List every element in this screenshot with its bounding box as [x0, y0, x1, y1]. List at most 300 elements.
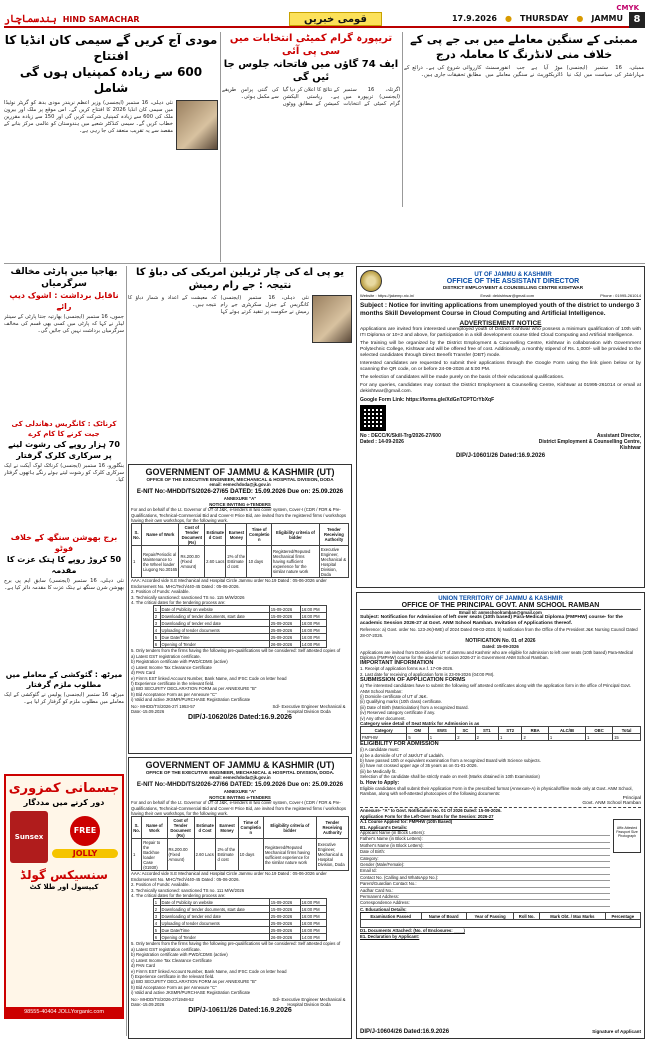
header3: DISTRICT EMPLOYMENT & COUNSELLING CENTRE KISHTWAR	[442, 285, 584, 290]
headline-1: مودی آج کریں گے سیمی کان انڈیا کا افتتاح	[4, 33, 218, 63]
nit: E-NIT No:-MHDD/TS/2026-27/66 DATED: 15.09.2026 Due on: 25.09.2026	[136, 781, 344, 789]
headline-1: تریپورہ گرام کمیٹی انتخابات میں سی پی آئی	[229, 33, 393, 57]
schedule-cell: 16:00 PM	[300, 627, 327, 634]
ad-brand: سنسیکس گولڈ	[20, 868, 108, 882]
e1: E1. Declaration by Applicant:	[360, 933, 420, 939]
story-mumbai	[404, 32, 644, 207]
table-cell: Rs.200.00 (Fixed Amount)	[167, 839, 194, 871]
intro: Applications are invited from Domiciles of UT of Jammu and Kashmir who are eligible for admission to left over seats (10th based) Para-Medical Diploma (FMPHW) course for the academic session 2026-27 in Government ANM School Ramban.	[360, 649, 634, 661]
header1: UNION TERRITORY OF JAMMU & KASHMIR	[438, 596, 563, 602]
section-tag: قومی خبریں	[289, 12, 382, 26]
table-cell: 1	[132, 546, 142, 578]
headline: یو پی اے کی چار ٹریلین امریکی کی دباؤ کا نتیجہ : جے رام رمیش	[136, 267, 344, 291]
ref-date: Dated : 14-09-2026	[360, 439, 404, 445]
applicant-signature: Signature of Applicant	[592, 1029, 641, 1034]
para-3: Interested candidates are requested to submit their applications through the Google Form using the link given below or by scanning the QR code, on or before 24-09-2026 at 5:00 PM.	[360, 361, 641, 372]
form-field[interactable]: Gender (Male/Female):	[360, 862, 610, 868]
office-title: OFFICE OF THE EXECUTIVE ENGINEER, MECHANICAL & HOSPITAL DIVISION, DODA.	[145, 770, 335, 775]
seat-header-cell: ST1	[475, 727, 498, 734]
seat-header-cell: RBA	[522, 727, 548, 734]
schedule-cell: Downloading of tender end date	[160, 620, 269, 627]
email: email: eemechdoda@jk.gov.in	[209, 775, 271, 780]
course-applied: A.1 Course Applied for: FMPHW (10th Based)	[360, 819, 453, 825]
schedule-cell: 16:00 PM	[300, 634, 327, 641]
seat-cell: 15	[613, 734, 641, 741]
seat-cell: 1	[428, 734, 456, 741]
nit: E-NIT No:-MHDD/TS/2026-27/65 DATED: 15.09.2026 Due on: 25.09.2026	[136, 488, 344, 496]
dip-no: DIP/J-10620/26 Dated:16.9.2026	[188, 714, 292, 722]
form-field[interactable]: Date of Birth:	[360, 849, 610, 855]
note: 5. Only tenders from the firms having the following pre-qualifications will be considered: Self attested copies of	[131, 648, 341, 654]
page-header	[4, 12, 645, 28]
schedule-cell: Uploading of tender documents	[160, 627, 269, 634]
annexure: ANNEXURE "A"	[223, 789, 257, 795]
city: JAMMU	[591, 14, 623, 23]
important: IMPORTANT INFORMATION	[360, 660, 434, 667]
body: ممبئی، 16 ستمبر (ایجنسی) مہاراشٹر کی سیاست میں ایک نیا موڑ آیا ہے جب انفورسمنٹ ڈائریکٹوریٹ نے سنگین معاملے میں کارروائی شروع کی ہے۔ ذرائع کے مطابق تحقیقات جاری ہیں۔	[404, 65, 644, 78]
table-header-cell: Name of Work	[142, 817, 167, 839]
table-cell: Registered/Reputed Mechanical firms having sufficient experience for the similar nature work	[263, 839, 316, 871]
eligibility-item: (i) A candidate must:	[360, 747, 399, 753]
doc-item: b) Registration certificate with PWD/CDMS (active)	[131, 952, 228, 958]
education-header-cell: Name of Board	[421, 913, 466, 920]
schedule-cell: 16:00 PM	[300, 606, 327, 613]
body: بنگلورو، 16 ستمبر (ایجنسی) کرناٹک لوک آیکت نے ایک سرکاری کلرک کو رشوت لیتے ہوئے رنگے ہاتھوں گرفتار کیا۔	[4, 463, 124, 483]
header2: OFFICE OF THE PRINCIPAL GOVT. ANM SCHOOL RAMBAN	[360, 602, 641, 610]
table-cell: 10 days	[247, 546, 272, 578]
schedule-cell: 16:00 PM	[300, 927, 327, 934]
table-header-cell: Tender Receiving Authority	[319, 524, 348, 546]
d1: D1. Documents Attached: (No. of Enclosures: ____)	[360, 928, 465, 934]
headline-2: 70 ہزار روپے کی رشوت لینے پر سرکاری کلرک گرفتار	[8, 440, 120, 460]
headline: میرٹھ : گئوکشی کے معاملے میں مطلوب ملزم گرفتار	[5, 670, 123, 689]
doc-item: a) Latest GST registration certificate.	[131, 946, 201, 952]
schedule-row	[153, 613, 326, 620]
schedule-cell: 25-09-2026	[269, 927, 300, 934]
tender-notice-2	[128, 757, 352, 1039]
position: 2. Position of Funds: Available.	[131, 882, 190, 888]
header1: UT OF JAMMU & KASHMIR	[474, 272, 552, 278]
education-header-cell: Mark Obt. / Max Marks	[540, 913, 605, 920]
schedule-row	[153, 606, 326, 613]
annexure: ANNEXURE "A"	[223, 496, 257, 502]
education-header-cell: Examination Passed	[361, 913, 422, 920]
table-header-cell: Estimate d Cost	[194, 817, 216, 839]
seat-header-cell: OM	[407, 727, 428, 734]
category-title: Category wise detail of Seat Matrix for Admission is as	[360, 721, 480, 727]
ref-no: No:- MHDD/TS/2026-27/1948-52	[131, 996, 194, 1002]
date: 17.9.2026	[451, 14, 497, 23]
schedule-cell: 25-09-2026	[269, 913, 300, 920]
seat-header-cell: OBC	[586, 727, 613, 734]
brand-latin: HIND SAMACHAR	[62, 14, 140, 24]
schedule-cell: 16:00 PM	[300, 620, 327, 627]
schedule-cell: 4	[153, 920, 160, 927]
body: اگرتلہ، 16 ستمبر (ایجنسی) تریپورہ میں گرام کمیٹی کے انتخابات کے نتائج کا اعلان کر دیا گیا ہے۔ ریاستی الیکشن کمیشن کے مطابق ووٹوں کی گنتی پرامن طریقے سے مکمل ہوئی۔	[222, 87, 400, 107]
c1: C. Educational Details:	[360, 906, 407, 912]
seat-cell: 2	[522, 734, 548, 741]
headline-1: برج بھوشن سنگھ کے خلاف فوٹو	[10, 533, 118, 553]
para-2: The training will be organized by the District Employment & Counselling Centre, Kishtwar in collaboration with Government Polytechnic College, Kishtwar and will be offered free of cost. Additionally, a monthly stipend of Rs. 1,000/- will be provided to the selected candidates through Direct Benefit Transfer (DBT) mode.	[360, 341, 641, 358]
seat-cell: 1	[548, 734, 585, 741]
row-rule	[4, 263, 645, 264]
tech: 3. Technically sanctioned: sanctioned TS no. 111 M/W/2026	[131, 887, 245, 893]
form-field[interactable]: Category:	[360, 856, 610, 862]
ad-contact: 98555-40404 JOLLYorganic.com	[6, 1007, 122, 1017]
dip-no: DIP/J-10604/26 Dated:16.9.2026	[360, 1029, 450, 1035]
date-line	[452, 14, 623, 23]
schedule-cell: 25-09-2026	[269, 920, 300, 927]
eligibility-list	[360, 747, 641, 779]
header2: OFFICE OF THE ASSISTANT DIRECTOR	[446, 278, 580, 285]
sign-1: Assistant Director,	[596, 433, 641, 439]
form-field[interactable]: Permanent Address:	[360, 894, 610, 900]
schedule-cell: 15-09-2026	[269, 899, 300, 906]
schedule-table	[153, 605, 327, 648]
story-meerut	[4, 670, 124, 770]
dip-no: DIP/J-10611/26 Dated:16.9.2026	[188, 1007, 292, 1015]
schedule-cell: Downloading of tender documents, start date	[160, 906, 269, 913]
schedule-cell: 5	[153, 634, 160, 641]
email: Email Id: anmschoolramban@gmail.com	[459, 610, 542, 615]
headline-2: 50 کروڑ روپے کا ہتک عزت کا مقدمہ	[6, 555, 122, 575]
reference: Reference: a) Govt. order No. 123-JK(HME) of 2024 Dated 08-03-2024. b) Notification from the Office of the President J&K Nursing Council Dated 28-07-2026.	[360, 627, 638, 638]
doc-item: e) Firm's EST linked Account Number, Bank Name, and IFSC Code on letter head	[131, 675, 287, 681]
headline-2: 600 سے زیادہ کمپنیاں ہوں گی شامل	[19, 65, 203, 95]
doc-item: h) Bid Acceptance Form as per Annexure "C"	[131, 691, 217, 697]
table-header-cell: Time of Completio n	[247, 524, 272, 546]
seat-header-cell: Category	[361, 727, 407, 734]
schedule-cell: 2	[153, 906, 160, 913]
app-form-title: Application Form for the Left-Over Seats for the Session: 2026-27	[360, 813, 494, 819]
schedule-title: 4. The critical dates for the tendering process are:	[131, 600, 226, 606]
work-table	[131, 816, 349, 871]
doc-item: i) Valid and active JKSMR/PURCHASE Registration Certificate	[131, 990, 251, 996]
schedule-cell: 6	[153, 641, 160, 648]
headline-1: کرناٹک : کانگریس دھاندلی کی جیت کرنے کا کام کرے	[11, 420, 117, 438]
notice-ramban	[356, 592, 645, 1039]
subject: Subject : Notice for inviting applications from unemployed youth of the district to undergo 3 months Skill Development Course in Cloud Computing and Artificial Intelligence.	[360, 302, 640, 317]
ref-date: Date:-15.09.2026	[131, 1001, 165, 1007]
story-karnataka	[4, 419, 124, 529]
ad-tagline: کیپسول اور طلا کٹ	[29, 883, 99, 891]
ad-title: جسمانی کمزوری	[8, 781, 120, 796]
signature: Sd/- Executive Engineer Mechanical & Hospital Division Doda	[272, 703, 346, 714]
jolly-logo: JOLLY	[52, 849, 118, 858]
para-4: The selection of candidates will be made purely on the basis of their educational qualifications.	[360, 375, 565, 380]
form-field[interactable]: Applicant Name (in Block Letters):	[360, 830, 610, 836]
headline: ممبئی کے سنگین معاملے میں بی جے پی کے خلاف منی لانڈرنگ کا معاملہ درج	[410, 33, 638, 61]
email: Email: dekishtwar@gmail.com	[480, 293, 535, 298]
seat-header-cell: ALC/IB	[548, 727, 585, 734]
table-cell: 2.60 Lacs	[205, 546, 226, 578]
schedule-cell: 16:00 PM	[300, 613, 327, 620]
schedule-row	[153, 920, 326, 927]
schedule-row	[153, 906, 326, 913]
body: نئی دہلی، 16 ستمبر (ایجنسی) وزیر اعظم نریندر مودی بدھ کو گریٹر نوئیڈا میں سیمی کان انڈیا 2026 کا افتتاح کریں گے۔ اس موقع پر ملک اور بیرون ملک کی 600 سے زیادہ کمپنیاں شرکت کریں گی اور 150 سے زیادہ مقررین خطاب کریں گے۔ سیمی کنڈکٹر شعبے میں ہندوستان کو عالمی مرکز بنانے کے مقصد سے یہ تقریب منعقد کی جا رہی ہے۔	[4, 100, 174, 134]
intro: For and on behalf of the Lt. Governor of UT of J&K, e-tenders in two cover system, Cover-I (CDR / FDR & Pre-Qualifications, Technical-Commercial Bid and Cover-II Price Bid, are invited from the registered firms / workshops having their own workshops, for the following work.	[131, 507, 347, 524]
doc-item: g) BID SECURITY DECLARATION FORM as per ANNEXURE "B"	[131, 686, 257, 692]
submission: SUBMISSION OF APPLICATION FORMS	[360, 677, 466, 684]
ad-sunsex	[4, 774, 124, 1019]
submission-1: a) The interested candidates have to submit the following self attested certificates along with the application form in the office of Principal Govt. ANM School Ramban:	[360, 683, 631, 694]
work-table	[131, 523, 349, 578]
schedule-cell: 5	[153, 927, 160, 934]
table-cell: Executive Engineer, Mechanical & Hospital Division, Doda	[316, 839, 348, 871]
story-upa	[128, 266, 352, 461]
ref-no: No:- MHDD/TS/2026-27/ 1953-57	[131, 703, 196, 709]
qr-code-icon[interactable]	[360, 405, 386, 431]
schedule-cell: Uploading of tender documents	[160, 920, 269, 927]
seat-cell: 5	[407, 734, 428, 741]
seat-header-cell: ST2	[499, 727, 522, 734]
table-header-cell: Earnest Money	[226, 524, 247, 546]
page-number: 8	[629, 12, 645, 28]
emblem-icon	[360, 270, 382, 292]
table-header-cell: Cost of Tender Document (Rs)	[167, 817, 194, 839]
subject: Subject: Notification for Admission of left over seats (10th based) Para-Medical Diploma (FMPHW) course- for the academic Session 2026-27 at Govt. ANM School Ramban. Invitation of Applications thereof.	[360, 615, 623, 627]
table-header-cell: Tender Receiving Authority	[316, 817, 348, 839]
schedule-cell: 16:00 PM	[300, 920, 327, 927]
doc-item: b) Registration certificate with PWD/CDMS (active)	[131, 659, 228, 665]
schedule-row	[153, 927, 326, 934]
submission-item: (iii) Date of Birth (Matriculation) from a recognized Board.	[360, 704, 469, 710]
table-header-cell: S. No.	[132, 817, 142, 839]
story-modi	[4, 32, 218, 262]
ad-notice: ADVERTISEMENT NOTICE	[459, 320, 542, 327]
schedule-cell: 26-09-2026	[269, 641, 300, 648]
column-rule	[402, 32, 403, 207]
story-bjp	[4, 266, 124, 416]
signature: Sd/- Executive Engineer Mechanical & Hospital Division Doda	[272, 996, 346, 1007]
headline-1: بھاجپا میں پارٹی مخالف سرگرمیاں	[10, 267, 118, 289]
schedule-cell: Due Date/Time	[160, 927, 269, 934]
how-title: b. How to Apply:	[360, 779, 400, 786]
cmyk-mark: CMYK	[616, 4, 639, 12]
schedule-row	[153, 641, 326, 648]
tech: 3. Technically sanctioned: sanctioned TS no. 115 M/W/2026	[131, 594, 245, 600]
schedule-cell: Downloading of tender end date	[160, 913, 269, 920]
para-1: Applications are invited from interested unemployed youth of District Kishtwar who possess a minimum qualification of 10th with ITI Diploma or 10+2 and above, for participation in a skill development course titled Cloud Computing and Artificial Intelligence.	[360, 327, 641, 338]
schedule-cell: Downloading of tender documents, start date	[160, 613, 269, 620]
notif-no: NOTIFICATION No. 01 of 2026	[465, 638, 536, 645]
table-header-cell: Earnest Money	[216, 817, 238, 839]
annexure: Annexure- "A" to Govt. Notification No. 01 Of 2026 Dated: 15-09-2026.	[360, 808, 502, 814]
notif-date: Dated: 15-09-2026	[482, 644, 519, 650]
submission-item: (i) Domicile certificate of UT of J&K.	[360, 694, 428, 700]
form-field[interactable]: Mother's Name (in Block Letters):	[360, 843, 610, 849]
education-table	[360, 912, 641, 928]
submission-list	[360, 694, 641, 721]
headline-2: ناقابل برداشت : اشوک دیپ رائے	[9, 291, 119, 311]
note: 5. Only tenders from the firms having the following pre-qualifications will be considered: Self attested copies of	[131, 941, 341, 947]
schedule-cell: 16:00 PM	[300, 899, 327, 906]
intro: For and on behalf of the Lt. Governor of UT of J&K, e-tenders in two cover system, Cover-I (CDR / FDR & Pre-Qualifications, Technical-Commercial Bid and Cover-II Price Bid, are invited from the registered firms / workshops having their own workshops, for the following work.	[131, 800, 347, 817]
column-rule	[126, 266, 127, 1036]
tender-notice-1	[128, 464, 352, 754]
schedule-cell: Date of Publicity on website	[160, 606, 269, 613]
table-header-cell: Cost of Tender Document (Rs)	[179, 524, 205, 546]
doc-item: h) Bid Acceptance Form as per Annexure "C"	[131, 984, 217, 990]
seat-header-cell: SC	[456, 727, 475, 734]
photo-box[interactable]: Affix Attested Passport Size Photograph	[613, 819, 641, 853]
seat-header-cell: EWS	[428, 727, 456, 734]
schedule-row	[153, 627, 326, 634]
info-1: 1. Receipt of application forms w.e.f. 17-09-2026.	[360, 666, 454, 672]
seat-cell: FMPHW	[361, 734, 407, 741]
day: THURSDAY	[519, 14, 569, 23]
govt-title: GOVERNMENT OF JAMMU & KASHMIR (UT)	[145, 467, 335, 477]
table-header-cell: Eligibility criteria of bidder	[263, 817, 316, 839]
headline-2: ایف 74 گاؤں میں فاتحانہ جلوس جا ئیں گی	[223, 59, 399, 83]
phone: Phone : 01995-261014	[600, 293, 641, 298]
eligibility-item: b) have passed 10th or equivalent examination from a recognized Board with Science subjects.	[360, 757, 541, 763]
dot-icon: ●	[576, 14, 584, 23]
table-header-cell: Name of Work	[142, 524, 179, 546]
doc-item: i) Valid and active JKSMR/PURCHASE Registration Certificate	[131, 697, 251, 703]
body: نئی دہلی، 16 ستمبر (ایجنسی) کانگریس کے جنرل سکریٹری جے رام رمیش نے حکومت پر تنقید کرتے ہوئے کہا کہ معیشت کے اعداد و شمار دباؤ کا نتیجہ ہیں۔	[128, 295, 309, 315]
body: جموں، 16 ستمبر (ایجنسی) بھارتیہ جنتا پارٹی کے سینئر لیڈر نے کہا کہ پارٹی میں کسی بھی قسم کی مخالف سرگرمیاں برداشت نہیں کی جائیں گی۔	[4, 314, 124, 334]
table-cell: 1	[132, 839, 142, 871]
notice-title: NOTICE INVITING e-TENDERS	[209, 501, 271, 507]
doc-item: c) Latest Income Tax Clearance Certificate	[131, 664, 212, 670]
seat-cell: 2	[456, 734, 475, 741]
schedule-title: 4. The critical dates for the tendering process are:	[131, 893, 226, 899]
seat-cell: 1	[499, 734, 522, 741]
doc-item: f) Experience certificate in the relevant field.	[131, 973, 215, 979]
website: Website : https://jakemp.nic.in/	[360, 293, 415, 298]
jairam-photo	[312, 295, 352, 343]
doc-item: d) PAN Card	[131, 670, 156, 676]
schedule-row	[153, 634, 326, 641]
schedule-cell: 16:00 PM	[300, 913, 327, 920]
form-field[interactable]: Father's Name (in Block Letters):	[360, 836, 610, 842]
sign-3: Kishtwar	[619, 445, 641, 451]
table-cell: Rs.200.00 (Fixed Amount)	[179, 546, 205, 578]
eligibility-item: a) be a domicile of UT of J&K/UT of Ladakh.	[360, 752, 444, 758]
schedule-cell: 25-09-2026	[269, 627, 300, 634]
table-cell: Repair to the Backhoe loader Case (01930)	[142, 839, 167, 871]
form-field[interactable]: Correspondence Address:	[360, 900, 610, 906]
aaa: AAA: Accorded vide S.E Mechanical and Hospital Circle Jammu order No.19 Dated : 05-06-2026 under Endorsement No. MHC/Tech/440-45 Dated : 05-06-2026.	[131, 578, 327, 589]
schedule-cell: 14:00 PM	[300, 641, 327, 648]
schedule-cell: 14:00 PM	[300, 934, 327, 941]
schedule-cell: Opening of Tender	[160, 934, 269, 941]
schedule-row	[153, 913, 326, 920]
seat-matrix	[360, 726, 641, 741]
form-fields	[360, 830, 610, 907]
doc-item: a) Latest GST registration certificate.	[131, 653, 201, 659]
schedule-row	[153, 934, 326, 941]
seat-cell: 1	[586, 734, 613, 741]
docs-list	[131, 654, 349, 703]
schedule-cell: Opening of Tender	[160, 641, 269, 648]
table-header-cell: Time of Completio n	[238, 817, 263, 839]
table-header-cell: Estimate d Cost	[205, 524, 226, 546]
newspaper-page	[4, 4, 645, 1039]
submission-item: (v) Any other document.	[360, 715, 406, 721]
dip-no: DIP/J-10601/26 Dated:16.9.2026	[455, 453, 546, 459]
schedule-cell: 6	[153, 934, 160, 941]
submission-item: (ii) Qualifying marks (10th class) certificate.	[360, 699, 443, 705]
aaa: AAA: Accorded vide S.E Mechanical and Hospital Circle Jammu order No.19 Dated : 05-06-2026 under Endorsement No. MHC/Tech/440-45 Dated : 05-06-2026.	[131, 871, 327, 882]
doc-item: d) PAN Card	[131, 963, 156, 969]
para-5: For any queries, candidates may contact the District Employment & Counselling Centre, Kishtwar at 01995-261014 or email at dekishtwar@gmail.com.	[360, 383, 641, 394]
table-cell: 2.60 Lacs	[194, 839, 216, 871]
notice-kishtwar	[356, 266, 645, 588]
ref-date: Date:-15.09.2026	[131, 708, 165, 714]
education-header-cell: Year of Passing	[466, 913, 513, 920]
body: نئی دہلی، 16 ستمبر (ایجنسی) سابق ایم پی برج بھوشن شرن سنگھ نے ہتک عزت کا مقدمہ دائر کیا ہے۔	[4, 578, 124, 591]
dot-icon: ●	[505, 14, 512, 23]
ref-no: No : DECC/K/Skill-Trg/2026-27/600	[360, 433, 441, 439]
table-header-cell: Eligibility criteria of bidder	[272, 524, 320, 546]
education-header-cell: Percentage	[605, 913, 640, 920]
form-field[interactable]: Aadhar Card No.:	[360, 888, 610, 894]
schedule-cell: 15-09-2026	[269, 906, 300, 913]
form-field[interactable]: Contact No. (Calling and WhatsApp No.):	[360, 875, 610, 881]
schedule-cell: 3	[153, 620, 160, 627]
table-cell: 2% of the Estimate d cost	[216, 839, 238, 871]
google-form-link[interactable]: Google Form Link: https://forms.gle/XdGnTCPTCrYbXqF	[360, 397, 495, 403]
submission-item: (iv) Reserved category certificate if any.	[360, 710, 436, 716]
product-box: Sunsex	[10, 811, 48, 863]
eligibility: ELIGIBILITY FOR ADMISSION	[360, 741, 439, 748]
docs-list	[131, 947, 349, 996]
eligibility-item: Selection of the candidate shall be strictly made on merit (Marks obtained in 10th Examination)	[360, 774, 540, 780]
schedule-cell: 2	[153, 613, 160, 620]
form-field[interactable]: Parent/Guardian Contact No.:	[360, 881, 610, 887]
doc-item: e) Firm's EST linked Account Number, Bank Name, and IFSC Code on letter head	[131, 968, 287, 974]
schedule-cell: 15-09-2026	[269, 613, 300, 620]
doc-item: c) Latest Income Tax Clearance Certificate	[131, 957, 212, 963]
ad-subtitle: دور کرنے میں مددگار	[23, 798, 105, 807]
school: Govt. ANM School Ramban	[582, 801, 641, 807]
schedule-table	[153, 898, 327, 941]
info-2: 2. Last date for receiving of application form is 23-09-2026 (04:00 PM).	[360, 671, 495, 677]
table-cell: Executive Engineer, Mechanical & Hospital Division, Doda	[319, 546, 348, 578]
schedule-cell: 15-09-2026	[269, 606, 300, 613]
schedule-row	[153, 620, 326, 627]
body: میرٹھ، 16 ستمبر (ایجنسی) پولیس نے گئوکشی کے ایک معاملے میں مطلوب ملزم کو گرفتار کر لیا ہے۔	[4, 692, 124, 705]
principal: Principal	[622, 796, 641, 802]
sign-2: District Employment & Counselling Centre,	[538, 439, 641, 445]
schedule-cell: 1	[153, 899, 160, 906]
schedule-cell: 4	[153, 627, 160, 634]
eligibility-item: (iii) be Medically fit.	[360, 768, 397, 774]
education-header-cell: Roll No.	[514, 913, 540, 920]
schedule-cell: 25-09-2026	[269, 620, 300, 627]
doc-item: f) Experience certificate in the relevant field.	[131, 680, 215, 686]
column-rule	[220, 32, 221, 262]
office-title: OFFICE OF THE EXECUTIVE ENGINEER, MECHANICAL & HOSPITAL DIVISION, DODA	[146, 477, 334, 482]
story-tripura	[222, 32, 400, 262]
schedule-cell: 1	[153, 606, 160, 613]
seat-cell: 2	[475, 734, 498, 741]
doc-item: g) BID SECURITY DECLARATION FORM as per ANNEXURE "B"	[131, 979, 257, 985]
how-text: Eligible candidates shall submit their Application Form in the prescribed format (Annexure-A) in physical/offline mode only at Govt. ANM School, Ramban, along with self-attested photocopies of the following documents:	[360, 785, 633, 796]
schedule-cell: 3	[153, 913, 160, 920]
form-field[interactable]: Email Id:	[360, 868, 610, 874]
email: email: eemechdoda@jk.gov.in	[209, 482, 271, 487]
schedule-cell: Due Date/Time	[160, 634, 269, 641]
table-cell: 10 days	[238, 839, 263, 871]
modi-photo	[176, 100, 218, 150]
table-cell: Repair/Periodic al Maintenance to the Wheel loader Liugong No.30165	[142, 546, 179, 578]
position: 2. Position of Funds: Available.	[131, 589, 190, 595]
table-cell: 2% of the Estimate d cost	[226, 546, 247, 578]
schedule-row	[153, 899, 326, 906]
